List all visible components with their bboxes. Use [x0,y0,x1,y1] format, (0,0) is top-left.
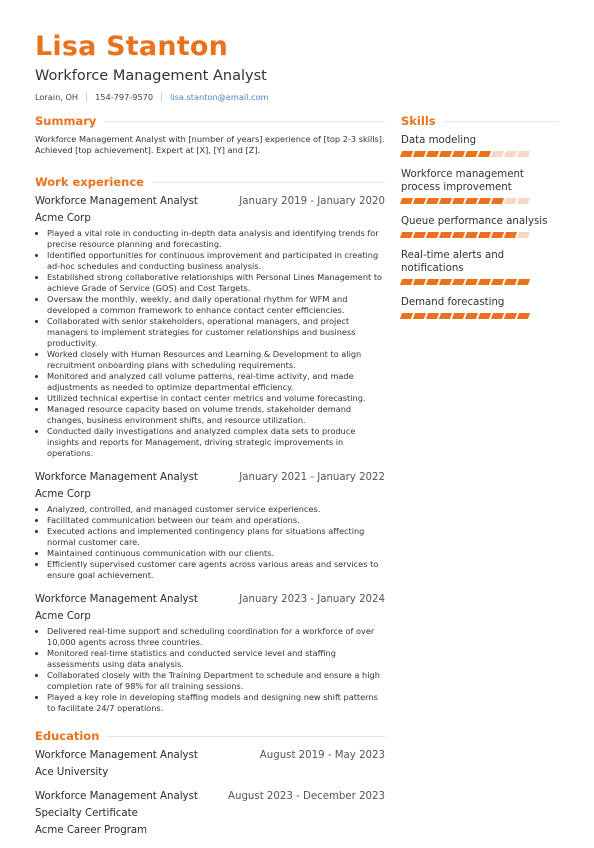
skill-level-segment [504,151,517,157]
bullet-item: • Managed resource capacity based on volume trends, stakeholder demand changes, business environment shifts, and resource utilization. [47,404,385,426]
summary-heading: Summary [35,114,97,128]
candidate-name: Lisa Stanton [35,31,229,62]
bullet-item: • Collaborated with senior stakeholders, operational managers, and project managers to implement strategies for customer relationships and business productivity. [47,316,385,349]
bullet-item: • Collaborated closely with the Training Department to schedule and ensure a high completion rate of 98% for all training sessions. [47,670,385,692]
contact-divider [161,93,162,102]
skill-level-bar [401,313,559,319]
bullet-item: • Analyzed, controlled, and managed customer service experiences. [47,504,385,515]
skill-level-segment [426,279,439,285]
job-dates: January 2019 - January 2020 [239,196,385,207]
education-list [35,749,385,838]
bullet-item: • Monitored real-time statistics and conducted service level and staffing assessments using data analysis. [47,648,385,670]
skill-level-segment [478,151,491,157]
skill-level-segment [465,279,478,285]
skill-level-segment [413,232,426,238]
skill-level-segment [478,279,491,285]
bullet-item: • Facilitated communication between our team and operations. [47,515,385,526]
job-title: Workforce Management Analyst [35,196,198,207]
summary-text: Workforce Management Analyst with [number of years] experience of [top 2-3 skills]. Achieved [top achievement]. Expert at [X], [Y] and [Z]. [35,134,385,155]
job-list [35,195,385,714]
skill-level-segment [517,313,530,319]
phone: 154-797-9570 [95,92,154,102]
skill-level-segment [439,232,452,238]
resume-header [35,30,565,102]
bullet-item: • Established strong collaborative relationships with Personal Lines Management to achieve Grade of Service (GOS) and Cost Targets. [47,272,385,294]
skill-level-segment [439,151,452,157]
skill-level-segment [413,198,426,204]
skill-item [401,215,559,238]
education-entry [35,749,385,780]
skill-level-segment [400,232,413,238]
skill-level-segment [465,232,478,238]
skill-name: Queue performance analysis [401,216,548,227]
skill-name: Demand forecasting [401,297,505,308]
skill-level-bar [401,198,559,204]
skill-level-segment [517,198,530,204]
skill-level-segment [426,151,439,157]
main-column [35,113,385,848]
bullet-item: • Played a vital role in conducting in-depth data analysis and identifying trends for precise resource planning and forecasting. [47,228,385,250]
skill-level-segment [452,198,465,204]
skill-level-segment [452,279,465,285]
education-section-header [35,728,385,744]
skill-name: Workforce management process improvement [401,169,524,193]
education-dates: August 2023 - December 2023 [228,791,385,802]
skill-level-segment [452,151,465,157]
summary-section-header [35,113,385,129]
degree-title: Workforce Management Analyst [35,791,198,802]
skill-level-segment [465,151,478,157]
skill-item [401,296,559,319]
experience-heading: Work experience [35,175,144,189]
job-title: Workforce Management Analyst [35,594,198,605]
skill-level-segment [491,151,504,157]
bullet-item: • Monitored and analyzed call volume patterns, real-time activity, and made adjustments as needed to optimize departmental efficiency. [47,371,385,393]
bullet-item: • Efficiently supervised customer care agents across various areas and services to ensure goal achievement. [47,559,385,581]
job-header [35,593,385,607]
skill-level-segment [413,313,426,319]
skill-level-segment [439,198,452,204]
job-entry [35,471,385,581]
skill-level-segment [491,279,504,285]
job-title: Workforce Management Analyst [35,472,198,483]
skill-level-segment [478,232,491,238]
job-bullets [35,228,385,459]
skill-item [401,249,559,285]
bullet-item: • Worked closely with Human Resources and Learning & Development to align recruitment onboarding plans with scheduling requirements. [47,349,385,371]
skills-section-header [401,113,559,129]
skill-level-segment [491,232,504,238]
education-heading: Education [35,729,100,743]
skills-heading: Skills [401,114,436,128]
location: Lorain, OH [35,92,79,102]
skill-level-segment [426,198,439,204]
skill-level-segment [504,279,517,285]
education-entry [35,790,385,838]
section-divider [152,182,385,183]
company-name: Acme Corp [35,489,91,500]
skill-level-segment [452,313,465,319]
skill-level-segment [504,232,517,238]
skill-name: Data modeling [401,135,477,146]
skill-level-segment [517,279,530,285]
sidebar-column [401,113,559,330]
job-entry [35,195,385,459]
education-dates: August 2019 - May 2023 [259,750,385,761]
skill-level-segment [413,279,426,285]
job-bullets [35,626,385,714]
education-header [35,790,385,804]
skill-name: Real-time alerts and notifications [401,250,505,274]
skill-level-bar [401,232,559,238]
skill-item [401,134,559,157]
job-dates: January 2023 - January 2024 [239,594,385,605]
skill-level-segment [439,313,452,319]
skill-level-segment [452,232,465,238]
job-entry [35,593,385,714]
skill-level-segment [400,279,413,285]
skill-level-segment [465,313,478,319]
skill-level-segment [504,313,517,319]
skill-level-segment [465,198,478,204]
skill-level-segment [439,279,452,285]
skill-level-segment [517,151,530,157]
bullet-item: • Played a key role in developing staffing models and designing new shift patterns to facilitate 24/7 operations. [47,692,385,714]
skill-level-segment [400,313,413,319]
section-divider [104,121,385,122]
skill-level-segment [478,198,491,204]
skill-level-segment [400,151,413,157]
company-name: Acme Corp [35,213,91,224]
skill-level-segment [478,313,491,319]
bullet-item: • Delivered real-time support and scheduling coordination for a workforce of over 10,000 agents across three countries. [47,626,385,648]
job-dates: January 2021 - January 2022 [239,472,385,483]
company-name: Acme Corp [35,611,91,622]
skill-level-segment [517,232,530,238]
degree-title: Workforce Management Analyst [35,750,198,761]
bullet-item: • Utilized technical expertise in contact center metrics and volume forecasting. [47,393,385,404]
section-divider [444,121,559,122]
contact-line [35,92,565,102]
job-bullets [35,504,385,581]
experience-section-header [35,174,385,190]
section-divider [107,736,385,737]
skill-level-segment [426,313,439,319]
school-name: Specialty Certificate [35,808,138,819]
skill-level-bar [401,151,559,157]
skill-level-segment [504,198,517,204]
skill-level-segment [491,198,504,204]
skill-level-segment [491,313,504,319]
job-header [35,471,385,485]
job-header [35,195,385,209]
candidate-title: Workforce Management Analyst [35,68,267,84]
skill-level-bar [401,279,559,285]
contact-divider [86,93,87,102]
skill-level-segment [413,151,426,157]
bullet-item: • Maintained continuous communication with our clients. [47,548,385,559]
email-link[interactable]: lisa.stanton@email.com [170,92,269,102]
program-name: Acme Career Program [35,825,148,836]
skill-level-segment [426,232,439,238]
skill-item [401,168,559,204]
bullet-item: • Oversaw the monthly, weekly, and daily operational rhythm for WFM and developed a common framework to enhance contact center efficiencies. [47,294,385,316]
skills-list [401,134,559,319]
education-header [35,749,385,763]
school-name: Ace University [35,767,109,778]
skill-level-segment [400,198,413,204]
bullet-item: • Identified opportunities for continuous improvement and participated in creating ad-hoc schedules and conducting business analysis. [47,250,385,272]
bullet-item: • Conducted daily investigations and analyzed complex data sets to produce insights and reports for Management, driving strategic improvements in operations. [47,426,385,459]
bullet-item: • Executed actions and implemented contingency plans for situations affecting normal customer care. [47,526,385,548]
